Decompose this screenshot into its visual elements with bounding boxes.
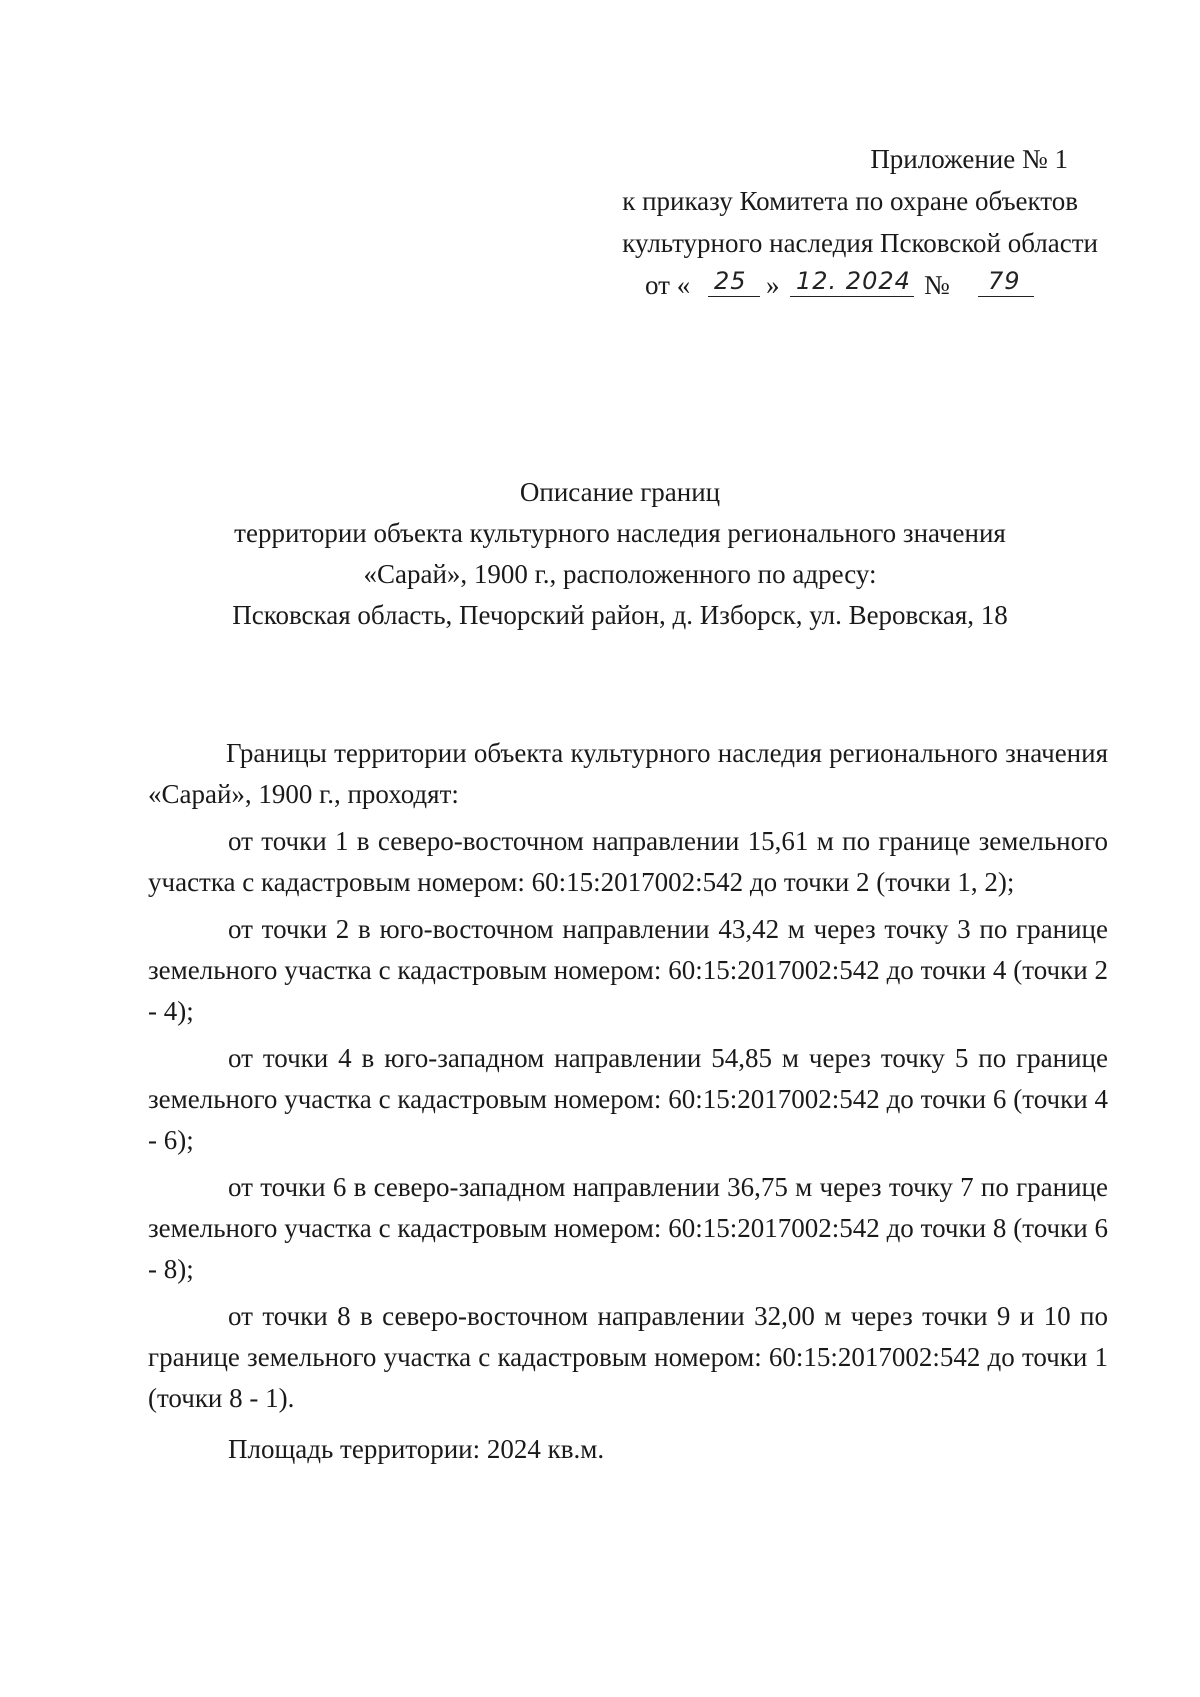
- intro-paragraph: Границы территории объекта культурного наследия регионального значения «Сарай», 1900 г., проходят:: [148, 738, 1108, 809]
- date-month-year-handwritten: 12. 2024: [796, 267, 911, 295]
- boundary-segment-5: от точки 8 в северо-восточном направлении 32,00 м через точки 9 и 10 по границе земельного участка с кадастровым номером: 60:15:2017002:542 до точки 1 (точки 8 - 1).: [148, 1301, 1108, 1413]
- boundary-segment-4: от точки 6 в северо-западном направлении 36,75 м через точку 7 по границе земельного участка с кадастровым номером: 60:15:2017002:542 до точки 8 (точки 6 - 8);: [148, 1172, 1108, 1284]
- title-line-4: Псковская область, Печорский район, д. Изборск, ул. Веровская, 18: [232, 600, 1008, 630]
- date-day-handwritten: 25: [714, 267, 747, 295]
- boundary-segment-1: от точки 1 в северо-восточном направлении 15,61 м по границе земельного участка с кадастровым номером: 60:15:2017002:542 до точки 2 (точки 1, 2);: [148, 826, 1108, 897]
- boundary-segment-2: от точки 2 в юго-восточном направлении 43,42 м через точку 3 по границе земельного участка с кадастровым номером: 60:15:2017002:542 до точки 4 (точки 2 - 4);: [148, 914, 1108, 1026]
- appendix-header: [538, 138, 1098, 312]
- boundary-segment-3: от точки 4 в юго-западном направлении 54,85 м через точку 5 по границе земельного участка с кадастровым номером: 60:15:2017002:542 до точки 6 (точки 4 - 6);: [148, 1043, 1108, 1155]
- appendix-number: Приложение № 1: [870, 144, 1068, 174]
- title-line-1: Описание границ: [519, 477, 721, 507]
- number-handwritten: 79: [988, 267, 1021, 295]
- document-title: [140, 472, 1100, 636]
- number-label: №: [924, 270, 950, 300]
- title-line-2: территории объекта культурного наследия регионального значения: [234, 518, 1006, 548]
- date-prefix: от «: [645, 270, 691, 300]
- order-reference: к приказу Комитета по охране объектов: [622, 186, 1078, 216]
- date-close-quote: »: [766, 270, 780, 300]
- territory-area: Площадь территории: 2024 кв.м.: [228, 1434, 605, 1464]
- document-body: [148, 733, 1108, 1476]
- title-line-3: «Сарай», 1900 г., расположенного по адресу:: [363, 559, 877, 589]
- order-date-line: [538, 264, 1098, 312]
- committee-name: культурного наследия Псковской области: [622, 228, 1098, 258]
